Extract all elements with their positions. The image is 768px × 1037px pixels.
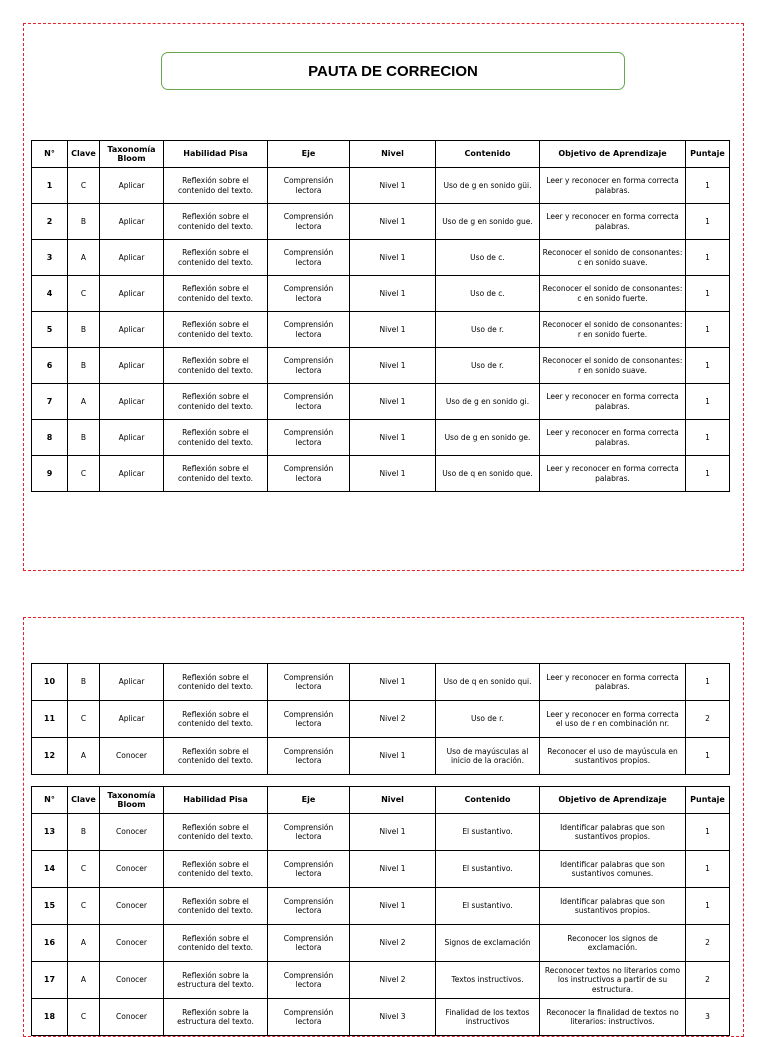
cell-eje: Comprensión lectora	[268, 851, 350, 888]
cell-contenido: Uso de q en sonido qui.	[436, 664, 540, 701]
cell-habilidad: Reflexión sobre el contenido del texto.	[164, 348, 268, 384]
cell-taxonomia: Aplicar	[100, 456, 164, 492]
cell-eje: Comprensión lectora	[268, 204, 350, 240]
cell-clave: B	[68, 664, 100, 701]
cell-puntaje: 1	[686, 664, 730, 701]
cell-number: 18	[32, 999, 68, 1036]
cell-habilidad: Reflexión sobre el contenido del texto.	[164, 851, 268, 888]
header-contenido: Contenido	[436, 787, 540, 814]
cell-habilidad: Reflexión sobre el contenido del texto.	[164, 384, 268, 420]
cell-objetivo: Leer y reconocer en forma correcta palabras.	[540, 168, 686, 204]
cell-eje: Comprensión lectora	[268, 348, 350, 384]
cell-clave: B	[68, 312, 100, 348]
cell-clave: B	[68, 348, 100, 384]
cell-number: 8	[32, 420, 68, 456]
cell-contenido: Uso de g en sonido ge.	[436, 420, 540, 456]
cell-contenido: Uso de r.	[436, 312, 540, 348]
cell-number: 7	[32, 384, 68, 420]
table-row	[32, 925, 730, 962]
cell-puntaje: 1	[686, 851, 730, 888]
cell-eje: Comprensión lectora	[268, 701, 350, 738]
cell-puntaje: 1	[686, 420, 730, 456]
header-clave: Clave	[68, 787, 100, 814]
cell-nivel: Nivel 1	[350, 664, 436, 701]
cell-puntaje: 2	[686, 962, 730, 999]
header-clave: Clave	[68, 141, 100, 168]
cell-contenido: Textos instructivos.	[436, 962, 540, 999]
cell-puntaje: 2	[686, 701, 730, 738]
cell-clave: A	[68, 925, 100, 962]
cell-clave: C	[68, 168, 100, 204]
cell-nivel: Nivel 1	[350, 384, 436, 420]
cell-contenido: Uso de r.	[436, 701, 540, 738]
cell-eje: Comprensión lectora	[268, 888, 350, 925]
cell-objetivo: Identificar palabras que son sustantivos propios.	[540, 888, 686, 925]
cell-eje: Comprensión lectora	[268, 664, 350, 701]
table-row	[32, 888, 730, 925]
cell-taxonomia: Conocer	[100, 925, 164, 962]
cell-taxonomia: Aplicar	[100, 348, 164, 384]
table-row	[32, 204, 730, 240]
cell-habilidad: Reflexión sobre el contenido del texto.	[164, 701, 268, 738]
cell-puntaje: 1	[686, 240, 730, 276]
cell-taxonomia: Conocer	[100, 999, 164, 1036]
cell-taxonomia: Conocer	[100, 888, 164, 925]
correction-table-3	[31, 786, 730, 1036]
cell-objetivo: Reconocer el sonido de consonantes: r en sonido suave.	[540, 348, 686, 384]
header-number: N°	[32, 787, 68, 814]
cell-objetivo: Identificar palabras que son sustantivos comunes.	[540, 851, 686, 888]
table-row	[32, 851, 730, 888]
table-row	[32, 312, 730, 348]
cell-habilidad: Reflexión sobre el contenido del texto.	[164, 276, 268, 312]
cell-taxonomia: Aplicar	[100, 204, 164, 240]
cell-taxonomia: Aplicar	[100, 701, 164, 738]
cell-objetivo: Identificar palabras que son sustantivos propios.	[540, 814, 686, 851]
cell-puntaje: 1	[686, 456, 730, 492]
cell-nivel: Nivel 1	[350, 814, 436, 851]
cell-habilidad: Reflexión sobre el contenido del texto.	[164, 312, 268, 348]
cell-contenido: Uso de r.	[436, 348, 540, 384]
table-row	[32, 276, 730, 312]
header-contenido: Contenido	[436, 141, 540, 168]
cell-contenido: Uso de c.	[436, 276, 540, 312]
page-title: PAUTA DE CORRECION	[161, 52, 625, 90]
table-row	[32, 420, 730, 456]
cell-contenido: El sustantivo.	[436, 814, 540, 851]
header-eje: Eje	[268, 787, 350, 814]
cell-taxonomia: Aplicar	[100, 276, 164, 312]
cell-objetivo: Leer y reconocer en forma correcta palabras.	[540, 664, 686, 701]
cell-clave: C	[68, 456, 100, 492]
cell-clave: C	[68, 888, 100, 925]
table-row	[32, 168, 730, 204]
cell-contenido: Uso de g en sonido gi.	[436, 384, 540, 420]
cell-number: 1	[32, 168, 68, 204]
cell-objetivo: Leer y reconocer en forma correcta palabras.	[540, 204, 686, 240]
table-row	[32, 664, 730, 701]
cell-puntaje: 1	[686, 204, 730, 240]
cell-puntaje: 1	[686, 888, 730, 925]
header-habilidad: Habilidad Pisa	[164, 141, 268, 168]
cell-number: 11	[32, 701, 68, 738]
cell-objetivo: Reconocer el sonido de consonantes: c en sonido suave.	[540, 240, 686, 276]
header-habilidad: Habilidad Pisa	[164, 787, 268, 814]
cell-objetivo: Reconocer el sonido de consonantes: r en sonido fuerte.	[540, 312, 686, 348]
cell-objetivo: Leer y reconocer en forma correcta palabras.	[540, 420, 686, 456]
table-row	[32, 384, 730, 420]
cell-eje: Comprensión lectora	[268, 384, 350, 420]
cell-habilidad: Reflexión sobre el contenido del texto.	[164, 814, 268, 851]
cell-number: 5	[32, 312, 68, 348]
cell-puntaje: 1	[686, 384, 730, 420]
cell-nivel: Nivel 1	[350, 348, 436, 384]
cell-objetivo: Reconocer el sonido de consonantes: c en sonido fuerte.	[540, 276, 686, 312]
cell-taxonomia: Aplicar	[100, 420, 164, 456]
cell-number: 16	[32, 925, 68, 962]
cell-number: 17	[32, 962, 68, 999]
table-row	[32, 999, 730, 1036]
cell-number: 14	[32, 851, 68, 888]
cell-puntaje: 3	[686, 999, 730, 1036]
header-number: N°	[32, 141, 68, 168]
header-nivel: Nivel	[350, 141, 436, 168]
cell-number: 12	[32, 738, 68, 775]
cell-nivel: Nivel 2	[350, 701, 436, 738]
cell-nivel: Nivel 1	[350, 168, 436, 204]
cell-habilidad: Reflexión sobre el contenido del texto.	[164, 888, 268, 925]
header-objetivo: Objetivo de Aprendizaje	[540, 787, 686, 814]
cell-clave: B	[68, 814, 100, 851]
cell-objetivo: Leer y reconocer en forma correcta palabras.	[540, 456, 686, 492]
cell-number: 10	[32, 664, 68, 701]
cell-puntaje: 2	[686, 925, 730, 962]
cell-objetivo: Reconocer la finalidad de textos no literarios: instructivos.	[540, 999, 686, 1036]
cell-habilidad: Reflexión sobre el contenido del texto.	[164, 738, 268, 775]
cell-taxonomia: Aplicar	[100, 312, 164, 348]
cell-nivel: Nivel 1	[350, 240, 436, 276]
table-header-row	[32, 141, 730, 168]
cell-nivel: Nivel 1	[350, 888, 436, 925]
table-row	[32, 348, 730, 384]
cell-eje: Comprensión lectora	[268, 168, 350, 204]
correction-table-1	[31, 140, 730, 492]
cell-nivel: Nivel 1	[350, 420, 436, 456]
cell-eje: Comprensión lectora	[268, 276, 350, 312]
cell-taxonomia: Aplicar	[100, 384, 164, 420]
header-taxonomia: Taxonomía Bloom	[100, 141, 164, 168]
cell-contenido: Uso de q en sonido que.	[436, 456, 540, 492]
table-header-row	[32, 787, 730, 814]
cell-objetivo: Reconocer los signos de exclamación.	[540, 925, 686, 962]
correction-table-2	[31, 663, 730, 775]
cell-taxonomia: Conocer	[100, 814, 164, 851]
cell-nivel: Nivel 1	[350, 456, 436, 492]
cell-nivel: Nivel 1	[350, 738, 436, 775]
header-nivel: Nivel	[350, 787, 436, 814]
cell-habilidad: Reflexión sobre el contenido del texto.	[164, 204, 268, 240]
cell-contenido: Uso de c.	[436, 240, 540, 276]
cell-number: 9	[32, 456, 68, 492]
cell-clave: B	[68, 204, 100, 240]
cell-clave: A	[68, 384, 100, 420]
cell-habilidad: Reflexión sobre el contenido del texto.	[164, 925, 268, 962]
cell-taxonomia: Aplicar	[100, 240, 164, 276]
cell-clave: A	[68, 738, 100, 775]
header-eje: Eje	[268, 141, 350, 168]
cell-habilidad: Reflexión sobre el contenido del texto.	[164, 420, 268, 456]
cell-number: 2	[32, 204, 68, 240]
cell-contenido: Uso de g en sonido gue.	[436, 204, 540, 240]
cell-contenido: El sustantivo.	[436, 851, 540, 888]
cell-contenido: Uso de mayúsculas al inicio de la oración.	[436, 738, 540, 775]
cell-nivel: Nivel 2	[350, 925, 436, 962]
cell-eje: Comprensión lectora	[268, 420, 350, 456]
header-taxonomia: Taxonomía Bloom	[100, 787, 164, 814]
cell-nivel: Nivel 1	[350, 276, 436, 312]
cell-habilidad: Reflexión sobre el contenido del texto.	[164, 456, 268, 492]
cell-puntaje: 1	[686, 738, 730, 775]
cell-number: 6	[32, 348, 68, 384]
cell-eje: Comprensión lectora	[268, 925, 350, 962]
table-row	[32, 814, 730, 851]
header-objetivo: Objetivo de Aprendizaje	[540, 141, 686, 168]
cell-number: 13	[32, 814, 68, 851]
cell-puntaje: 1	[686, 168, 730, 204]
header-puntaje: Puntaje	[686, 141, 730, 168]
cell-clave: C	[68, 701, 100, 738]
cell-contenido: Finalidad de los textos instructivos	[436, 999, 540, 1036]
table-row	[32, 962, 730, 999]
cell-number: 15	[32, 888, 68, 925]
cell-contenido: El sustantivo.	[436, 888, 540, 925]
cell-habilidad: Reflexión sobre la estructura del texto.	[164, 962, 268, 999]
cell-habilidad: Reflexión sobre el contenido del texto.	[164, 240, 268, 276]
cell-clave: C	[68, 851, 100, 888]
cell-objetivo: Leer y reconocer en forma correcta palabras.	[540, 384, 686, 420]
cell-eje: Comprensión lectora	[268, 312, 350, 348]
cell-clave: B	[68, 420, 100, 456]
table-row	[32, 701, 730, 738]
cell-clave: A	[68, 962, 100, 999]
cell-contenido: Uso de g en sonido güi.	[436, 168, 540, 204]
cell-puntaje: 1	[686, 348, 730, 384]
header-puntaje: Puntaje	[686, 787, 730, 814]
cell-number: 3	[32, 240, 68, 276]
table-row	[32, 456, 730, 492]
cell-puntaje: 1	[686, 814, 730, 851]
cell-puntaje: 1	[686, 312, 730, 348]
cell-nivel: Nivel 2	[350, 962, 436, 999]
cell-taxonomia: Aplicar	[100, 664, 164, 701]
cell-habilidad: Reflexión sobre la estructura del texto.	[164, 999, 268, 1036]
cell-nivel: Nivel 1	[350, 204, 436, 240]
cell-taxonomia: Conocer	[100, 738, 164, 775]
cell-taxonomia: Aplicar	[100, 168, 164, 204]
cell-clave: A	[68, 240, 100, 276]
cell-nivel: Nivel 1	[350, 312, 436, 348]
cell-eje: Comprensión lectora	[268, 456, 350, 492]
cell-contenido: Signos de exclamación	[436, 925, 540, 962]
cell-taxonomia: Conocer	[100, 962, 164, 999]
cell-eje: Comprensión lectora	[268, 814, 350, 851]
cell-objetivo: Reconocer textos no literarios como los instructivos a partir de su estructura.	[540, 962, 686, 999]
cell-eje: Comprensión lectora	[268, 240, 350, 276]
cell-puntaje: 1	[686, 276, 730, 312]
cell-objetivo: Leer y reconocer en forma correcta el uso de r en combinación nr.	[540, 701, 686, 738]
table-row	[32, 240, 730, 276]
cell-clave: C	[68, 276, 100, 312]
cell-eje: Comprensión lectora	[268, 999, 350, 1036]
cell-habilidad: Reflexión sobre el contenido del texto.	[164, 664, 268, 701]
cell-habilidad: Reflexión sobre el contenido del texto.	[164, 168, 268, 204]
cell-nivel: Nivel 1	[350, 851, 436, 888]
cell-eje: Comprensión lectora	[268, 738, 350, 775]
cell-number: 4	[32, 276, 68, 312]
cell-taxonomia: Conocer	[100, 851, 164, 888]
cell-eje: Comprensión lectora	[268, 962, 350, 999]
cell-nivel: Nivel 3	[350, 999, 436, 1036]
cell-objetivo: Reconocer el uso de mayúscula en sustantivos propios.	[540, 738, 686, 775]
table-row	[32, 738, 730, 775]
cell-clave: C	[68, 999, 100, 1036]
